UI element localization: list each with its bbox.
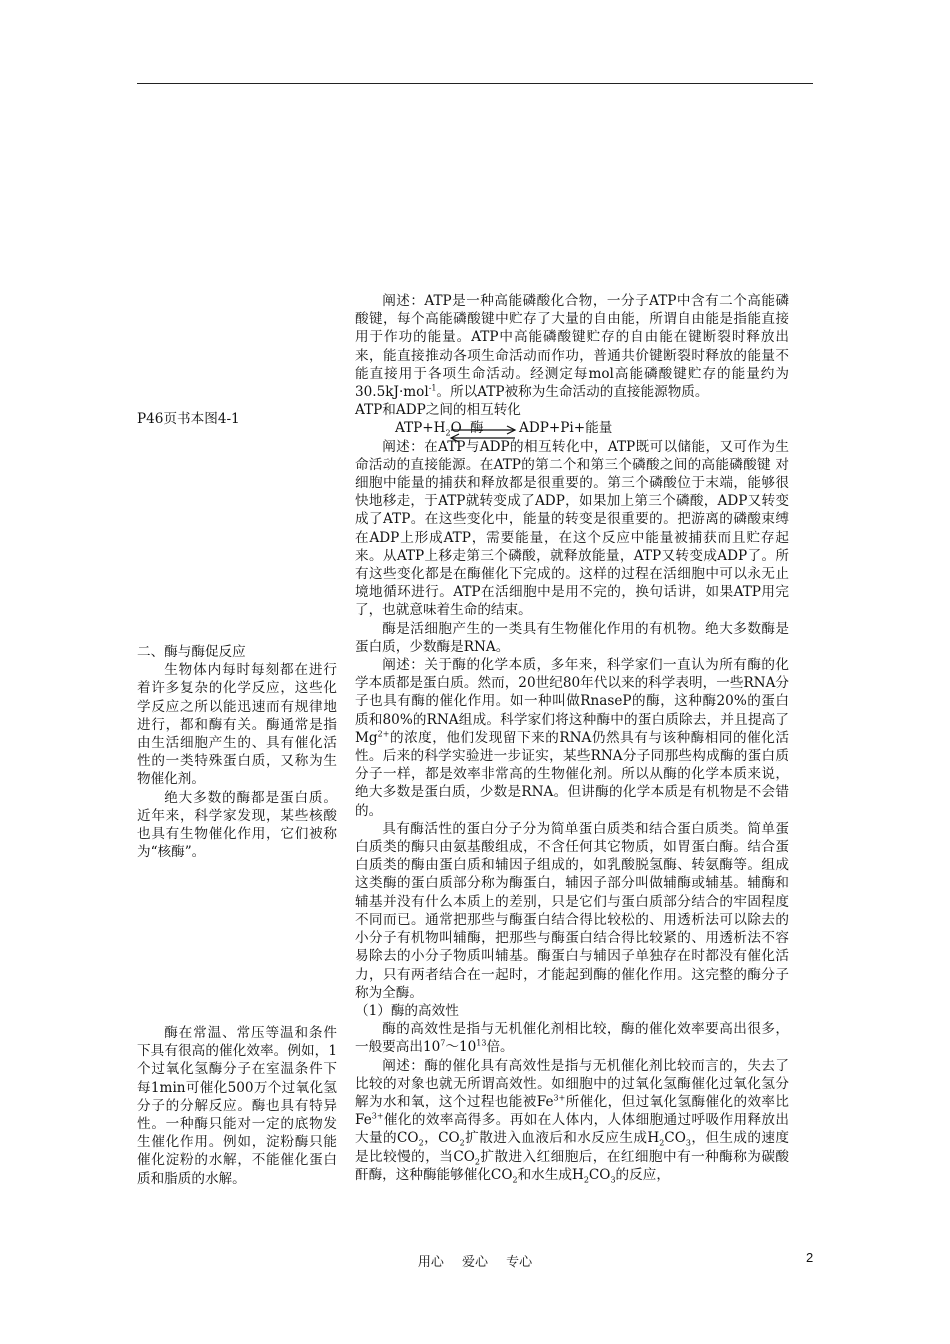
left-column-properties xyxy=(137,1024,337,1188)
enzyme-definition: 酶是活细胞产生的一类具有生物催化作用的有机物。绝大多数酶是蛋白质，少数酶是RNA。 xyxy=(355,620,789,655)
left-paragraph-1: 生物体内每时每刻都在进行着许多复杂的化学反应，这些化学反应之所以能迅速而有规律地进行，都和酶有关。酶通常是指由生活细胞产生的、具有催化活性的一类特殊蛋白质，又称为生物催化剂。 xyxy=(137,662,337,788)
efficiency-title: （1）酶的高效性 xyxy=(355,1002,459,1019)
left-paragraph-2: 绝大多数的酶都是蛋白质。近年来，科学家发现，某些核酸也具有生物催化作用，它们被称为“核酶”。 xyxy=(137,789,337,861)
efficiency-definition: 酶的高效性是指与无机催化剂相比较，酶的催化效率要高出很多，一般要高出$10^7\sim 10^{13}$倍。 xyxy=(355,1021,789,1056)
header-rule xyxy=(137,83,813,84)
protein-classes-paragraph: 具有酶活性的蛋白分子分为简单蛋白质类和结合蛋白质类。简单蛋白质类的酶只由氨基酸组成，不含任何其它物质，如胃蛋白酶。结合蛋白质类的酶由蛋白质和辅因子组成的，如乳酸脱氢酶、转氨酶等。组成这类酶的蛋白质部分称为酶蛋白，辅因子部分叫做辅酶或辅基。辅酶和辅基并没有什么本质上的差别，只是它们与蛋白质部分结合的牢固程度不同而已。通常把那些与酶蛋白结合得比较松的、用透析法可以除去的小分子有机物叫辅酶，把那些与酶蛋白结合得比较紧的、用透析法不容易除去的小分子物质叫辅基。酶蛋白与辅因子单独存在时都没有催化活力，只有两者结合在一起时，才能起到酶的催化作用。这完整的酶分子称为全酶。 xyxy=(355,820,789,1001)
conversion-title: ATP和ADP之间的相互转化 xyxy=(355,402,521,419)
section-title: 二、酶与酶促反应 xyxy=(137,644,246,660)
page-number: 2 xyxy=(806,1250,814,1265)
atp-adp-equation xyxy=(355,419,789,437)
enzyme-nature-paragraph: 阐述：关于酶的化学本质，多年来，科学家们一直认为所有酶的化学本质都是蛋白质。然而，20世纪80年代以来的科学表明，一些RNA分子也具有酶的催化作用。如一种叫做RnaseP的酶，这种酶20%的蛋白质和80%的RNA组成。科学家们将这种酶中的蛋白质除去，并且提高了$Mg^{2+}$的浓度，他们发现留下来的RNA仍然具有与该种酶相同的催化活性。后来的科学实验进一步证实，某些RNA分子同那些构成酶的蛋白质分子一样，都是效率非常高的生物催化剂。所以从酶的化学本质来说，绝大多数是蛋白质，少数是RNA。但讲酶的化学本质是有机物是不会错的。 xyxy=(355,657,789,819)
left-column xyxy=(137,410,337,428)
reversible-arrow-icon xyxy=(447,425,519,443)
equation-left: $ATP+H_2O$ xyxy=(395,420,462,439)
right-column xyxy=(355,292,789,1184)
footer-word-1: 用心 xyxy=(417,1255,444,1270)
footer-word-3: 专心 xyxy=(506,1255,533,1270)
left-column-enzyme-intro xyxy=(137,643,337,861)
atp-paragraph: 阐述：ATP是一种高能磷酸化合物，一分子ATP中含有二个高能磷酸键，每个高能磷酸键中贮存了大量的自由能，所谓自由能是指能直接用于作功的能量。ATP中高能磷酸键贮存的自由能在键断裂时释放出来，能直接推动各项生命活动而作功，普通共价键断裂时释放的能量不能直接用于各项生命活动。经测定每mol高能磷酸键贮存的能量约为30.5kJ·mol$^{-1}$。所以ATP被称为生命活动的直接能源物质。 xyxy=(355,293,789,401)
conversion-paragraph: 阐述：在ATP与ADP的相互转化中，ATP既可以储能，又可作为生命活动的直接能源。在ATP的第二个和第三个磷酸之间的高能磷酸键 对细胞中能量的捕获和释放都是很重要的。第三个磷酸位于末端，能够很快地移走，于ATP就转变成了ADP，如果加上第三个磷酸，ADP又转变成了ATP。在这些变化中，能量的转变是很重要的。把游离的磷酸束缚在ADP上形成ATP，需要能量，在这个反应中能量被捕获而且贮存起来。从ATP上移走第三个磷酸，就释放能量，ATP又转变成ADP了。所有这些变化都是在酶催化下完成的。这样的过程在活细胞中可以永无止境地循环进行。ATP在活细胞中是用不完的，换句话讲，如果ATP用完了，也就意味着生命的结束。 xyxy=(355,438,789,619)
efficiency-paragraph: 阐述：酶的催化具有高效性是指与无机催化剂比较而言的，失去了比较的对象也就无所谓高效性。如细胞中的过氧化氢酶催化过氧化氢分解为水和氧，这个过程也能被$Fe^{3+}$所催化，但过氧化氢酶催化的效率比$Fe^{3+}$催化的效率高得多。再如在人体内，人体细胞通过呼吸作用释放出大量的$CO_2$，$CO_2$扩散进入血液后和水反应生成$H_2CO_3$，但生成的速度是比较慢的，当$CO_2$扩散进入红细胞后，在红细胞中有一种酶称为碳酸酐酶，这种酶能够催化$CO_2$和水生成$H_2CO_3$的反应， xyxy=(355,1057,790,1185)
equation-enzyme: 酶 xyxy=(470,420,484,437)
figure-reference: P46页书本图4-1 xyxy=(137,411,240,427)
left-paragraph-3: 酶在常温、常压等温和条件下具有很高的催化效率。例如，1个过氧化氢酶分子在室温条件下每1min可催化500万个过氧化氢分子的分解反应。酶也具有特异性。一种酶只能对一定的底物发生催化作用。例如，淀粉酶只能催化淀粉的水解，不能催化蛋白质和脂质的水解。 xyxy=(137,1025,337,1187)
equation-right: ADP+Pi+能量 xyxy=(519,420,613,437)
footer-word-2: 爱心 xyxy=(461,1255,488,1270)
